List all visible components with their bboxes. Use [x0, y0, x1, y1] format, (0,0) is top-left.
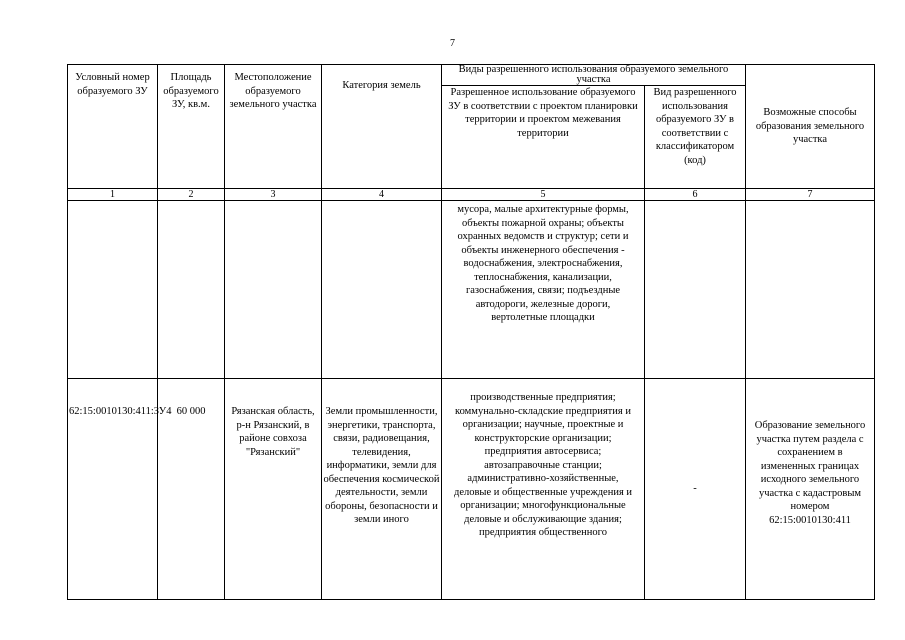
cell-permitted-use-classifier: -	[645, 379, 746, 600]
page-number: 7	[450, 38, 455, 49]
header-formation-methods: Возможные способы образования земельного участка	[746, 65, 875, 189]
cell-land-category: Земли промышленности, энергетики, транспорта, связи, радиовещания, телевидения, информатики, земли для обеспечения космической деятельности, земли обороны, безопасности и земли иного	[322, 379, 442, 600]
column-number: 1	[68, 189, 158, 201]
table-row	[68, 379, 875, 600]
header-permitted-use-project: Разрешенное использование образуемого ЗУ в соответствии с проектом планировки территории и проектом межевания территории	[442, 86, 645, 189]
header-permitted-use-group: Виды разрешенного использования образуемого земельного участка	[442, 65, 746, 86]
column-number: 6	[645, 189, 746, 201]
column-number: 2	[158, 189, 225, 201]
column-number: 5	[442, 189, 645, 201]
cell-area: 60 000	[158, 379, 225, 600]
cell-location: Рязанская область, р-н Рязанский, в районе совхоза "Рязанский"	[225, 379, 322, 600]
cell-zu-number: 62:15:0010130:411:ЗУ4	[68, 379, 158, 600]
cell-permitted-use-continued: мусора, малые архитектурные формы, объекты пожарной охраны; объекты охранных ведомств и структур; сети и объекты инженерного обеспечения - водоснабжения, электроснабжения, теплоснабжения, канализации, газоснабжения, связи; подъездные автодороги, железные дороги, вертолетные площадки	[442, 201, 645, 379]
land-plot-table	[67, 64, 875, 600]
cell-permitted-use-project: производственные предприятия; коммунально-складские предприятия и организации; научные, проектные и конструкторские организации; предприятия автосервиса; автозаправочные станции; административно-хозяйственные, деловые и общественные учреждения и организации; многофункциональные деловые и обслуживающие здания; предприятия общественного	[442, 379, 645, 600]
column-number: 4	[322, 189, 442, 201]
cell-empty	[645, 201, 746, 379]
header-zu-number: Условный номер образуемого ЗУ	[68, 65, 158, 189]
cell-formation-method: Образование земельного участка путем раздела с сохранением в измененных границах исходного земельного участка с кадастровым номером 62:15:0010130:411	[746, 379, 875, 600]
column-number: 3	[225, 189, 322, 201]
column-number: 7	[746, 189, 875, 201]
header-location: Местоположение образуемого земельного участка	[225, 65, 322, 189]
column-number-row	[68, 189, 875, 201]
header-area: Площадь образуемого ЗУ, кв.м.	[158, 65, 225, 189]
cell-empty	[322, 201, 442, 379]
table-row	[68, 201, 875, 379]
cell-empty	[746, 201, 875, 379]
cell-empty	[68, 201, 158, 379]
cell-empty	[225, 201, 322, 379]
header-land-category: Категория земель	[322, 65, 442, 189]
header-permitted-use-classifier: Вид разрешенного использования образуемого ЗУ в соответствии с классификатором (код)	[645, 86, 746, 189]
cell-empty	[158, 201, 225, 379]
